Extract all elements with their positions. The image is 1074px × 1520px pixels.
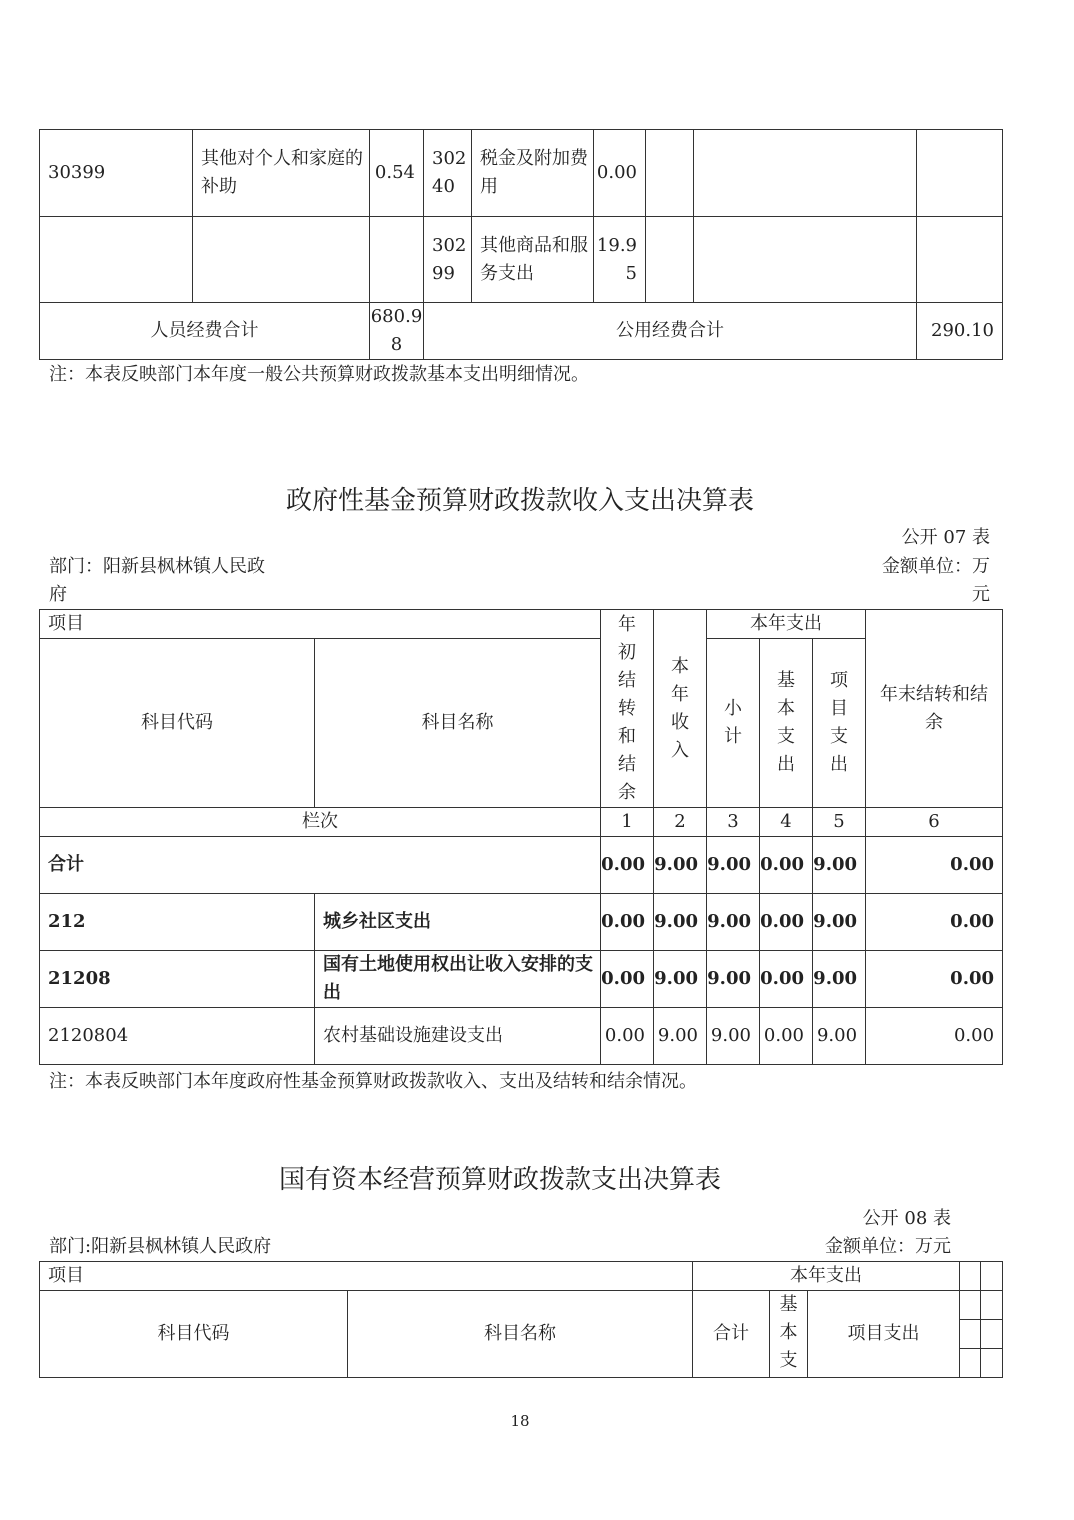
- income-label: 本年收入: [671, 655, 689, 761]
- row-value: 0.00: [601, 951, 654, 1008]
- unit-label: 金额单位：万元: [882, 556, 990, 605]
- end-balance-header: 年末结转和结余: [866, 610, 1003, 808]
- row-value: 0.00: [866, 894, 1003, 951]
- basic-header: [770, 1291, 808, 1378]
- row-value: 0.00: [760, 951, 813, 1008]
- row-code: 212: [40, 894, 315, 951]
- table-row: [40, 894, 1003, 951]
- row-name: 城乡社区支出: [315, 894, 601, 951]
- row-value: 9.00: [813, 1008, 866, 1065]
- empty-cell: [960, 1349, 981, 1378]
- income-header: [654, 610, 707, 808]
- column-number: 6: [866, 808, 1003, 837]
- state-capital-table: [39, 1261, 1003, 1378]
- header-row: [40, 610, 1003, 639]
- column-order-row: [40, 808, 1003, 837]
- empty-cell: [917, 217, 1003, 303]
- begin-balance-header: [601, 610, 654, 808]
- empty-cell: [694, 217, 917, 303]
- department-label: 部门：阳新县枫林镇人民政府: [49, 556, 265, 605]
- row-value: 9.00: [654, 951, 707, 1008]
- empty-cell: [960, 1262, 981, 1291]
- row-value: 0.00: [760, 894, 813, 951]
- row-value: 9.00: [654, 894, 707, 951]
- basic-label: 基本支: [779, 1294, 798, 1371]
- table-title: 国有资本经营预算财政拨款支出决算表: [278, 1165, 721, 1195]
- personnel-total-label: 人员经费合计: [40, 303, 370, 360]
- row-value: 0.00: [601, 894, 654, 951]
- project-expense-header: 项目支出: [808, 1291, 960, 1378]
- header-row: [40, 1262, 1003, 1291]
- public-total-label: 公用经费合计: [424, 303, 917, 360]
- expense-group-header: 本年支出: [707, 610, 866, 639]
- row-code: 2120804: [40, 1008, 315, 1065]
- project-header: 项目: [40, 610, 601, 639]
- table-note: 注：本表反映部门本年度政府性基金预算财政拨款收入、支出及结转和结余情况。: [49, 1071, 697, 1092]
- form-number: 公开 08 表: [862, 1208, 951, 1229]
- basic-label: 基本支出: [777, 670, 795, 775]
- item-code-2: 30240: [424, 130, 472, 217]
- total-header: 合计: [693, 1291, 770, 1378]
- row-value: 9.00: [813, 894, 866, 951]
- empty-cell: [960, 1320, 981, 1349]
- row-value: 9.00: [707, 1008, 760, 1065]
- table-row: [40, 951, 1003, 1008]
- empty-cell: [917, 130, 1003, 217]
- row-value: 0.00: [601, 837, 654, 894]
- column-number: 5: [813, 808, 866, 837]
- public-total-value: 290.10: [917, 303, 1003, 360]
- empty-cell: [981, 1349, 1003, 1378]
- empty-cell: [981, 1291, 1003, 1320]
- item-amount-2: 0.00: [594, 130, 646, 217]
- row-value: 0.00: [760, 837, 813, 894]
- item-amount-2: 19.95: [594, 217, 646, 303]
- row-value: 0.00: [760, 1008, 813, 1065]
- code-header: 科目代码: [40, 639, 315, 808]
- empty-cell: [370, 217, 424, 303]
- table-row: [40, 837, 1003, 894]
- basic-header: [760, 639, 813, 808]
- empty-cell: [960, 1291, 981, 1320]
- unit-label: 金额单位：万元: [825, 1236, 951, 1257]
- item-code-2: 30299: [424, 217, 472, 303]
- table-note: 注：本表反映部门本年度一般公共预算财政拨款基本支出明细情况。: [49, 364, 589, 385]
- item-name-2: 其他商品和服务支出: [472, 217, 594, 303]
- page-number: 18: [510, 1412, 530, 1430]
- column-order-label: 栏次: [40, 808, 601, 837]
- row-value: 0.00: [601, 1008, 654, 1065]
- column-number: 2: [654, 808, 707, 837]
- table-total-row: [40, 303, 1003, 360]
- row-value: 0.00: [866, 951, 1003, 1008]
- row-name: 农村基础设施建设支出: [315, 1008, 601, 1065]
- table-row: [40, 1008, 1003, 1065]
- table-row: [40, 130, 1003, 217]
- column-number: 1: [601, 808, 654, 837]
- empty-cell: [40, 217, 193, 303]
- begin-balance-label: 年初结转和结余: [618, 613, 636, 803]
- empty-cell: [193, 217, 370, 303]
- empty-cell: [981, 1262, 1003, 1291]
- row-code: 合计: [40, 837, 601, 894]
- empty-cell: [646, 217, 694, 303]
- item-name-2: 税金及附加费用: [472, 130, 594, 217]
- name-header: 科目名称: [315, 639, 601, 808]
- government-fund-table: [39, 609, 1003, 1065]
- row-value: 9.00: [813, 951, 866, 1008]
- row-value: 9.00: [707, 894, 760, 951]
- row-value: 9.00: [654, 837, 707, 894]
- subtotal-header: [707, 639, 760, 808]
- row-code: 21208: [40, 951, 315, 1008]
- row-value: 9.00: [813, 837, 866, 894]
- form-number: 公开 07 表: [901, 527, 990, 548]
- personnel-total-value: 680.98: [370, 303, 424, 360]
- code-header: 科目代码: [40, 1291, 348, 1378]
- column-number: 3: [707, 808, 760, 837]
- item-name: 其他对个人和家庭的补助: [193, 130, 370, 217]
- header-row: [40, 639, 1003, 808]
- empty-cell: [694, 130, 917, 217]
- table-row: [40, 217, 1003, 303]
- department-label: 部门:阳新县枫林镇人民政府: [49, 1236, 272, 1257]
- expense-group-header: 本年支出: [693, 1262, 960, 1291]
- row-value: 9.00: [707, 837, 760, 894]
- project-header: 项目: [40, 1262, 693, 1291]
- row-name: 国有土地使用权出让收入安排的支出: [315, 951, 601, 1008]
- row-value: 9.00: [707, 951, 760, 1008]
- name-header: 科目名称: [348, 1291, 693, 1378]
- header-row: [40, 1291, 1003, 1320]
- row-value: 0.00: [866, 837, 1003, 894]
- subtotal-label: 小计: [724, 698, 742, 747]
- column-number: 4: [760, 808, 813, 837]
- basic-expense-detail-table: [39, 129, 1003, 360]
- item-code: 30399: [40, 130, 193, 217]
- empty-cell: [981, 1320, 1003, 1349]
- row-value: 0.00: [866, 1008, 1003, 1065]
- table-title: 政府性基金预算财政拨款收入支出决算表: [285, 486, 754, 516]
- empty-cell: [646, 130, 694, 217]
- project-expense-label: 项目支出: [830, 670, 848, 775]
- project-expense-header: [813, 639, 866, 808]
- row-value: 9.00: [654, 1008, 707, 1065]
- item-amount: 0.54: [370, 130, 424, 217]
